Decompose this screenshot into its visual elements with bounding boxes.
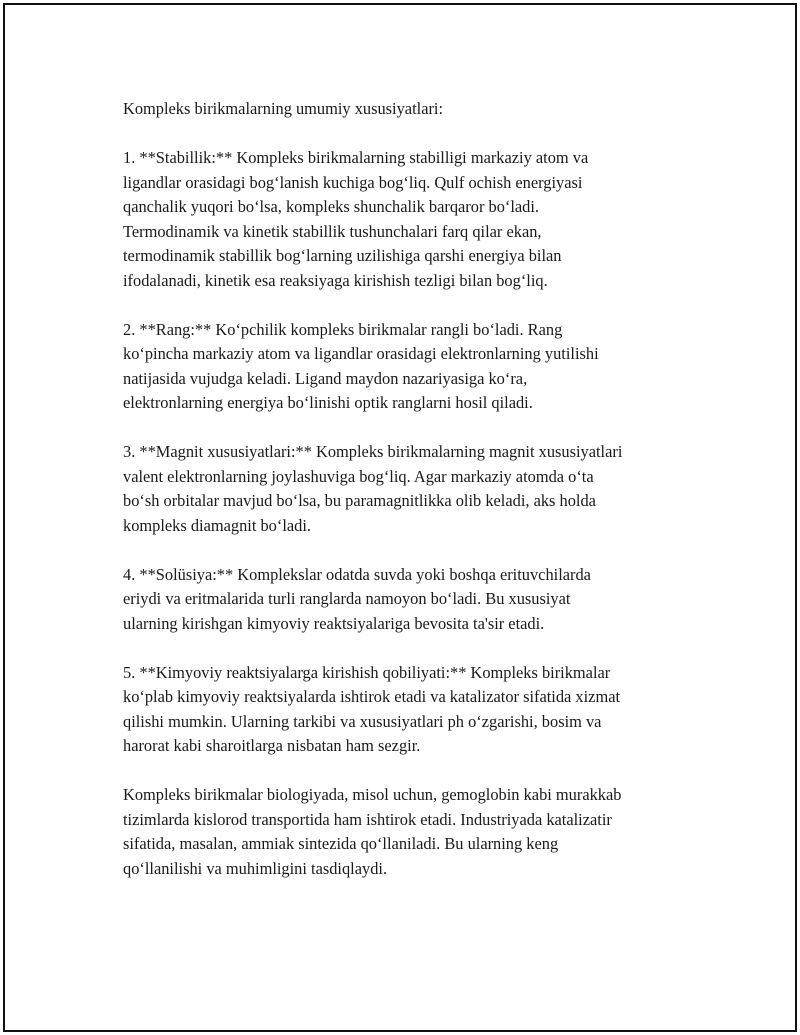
text-line: sifatida, masalan, ammiak sintezida qo‘llaniladi. Bu ularning keng: [123, 834, 559, 853]
text-line: 4. **Solüsiya:** Komplekslar odatda suvda yoki boshqa erituvchilarda: [123, 564, 591, 584]
text-line: 2. **Rang:** Ko‘pchilik kompleks birikmalar rangli bo‘ladi. Rang: [123, 319, 563, 339]
text-line: natijasida vujudga keladi. Ligand maydon nazariyasiga ko‘ra,: [123, 368, 528, 388]
text-line: Kompleks birikmalar biologiyada, misol uchun, gemoglobin kabi murakkab: [123, 785, 622, 804]
text-line: qilishi mumkin. Ularning tarkibi va xususiyatlari ph o‘zgarishi, bosim va: [123, 711, 602, 731]
page-frame: [3, 3, 797, 1032]
text-line: ifodalanadi, kinetik esa reaksiyaga kirishish tezligi bilan bog‘liq.: [123, 270, 548, 290]
text-line: qo‘llanilishi va muhimligini tasdiqlaydi.: [123, 858, 388, 878]
text-line: termodinamik stabillik bog‘larning uzilishiga qarshi energiya bilan: [123, 246, 562, 265]
paragraph-solubility: [123, 563, 723, 637]
text-line: harorat kabi sharoitlarga nisbatan ham sezgir.: [123, 736, 421, 755]
text-line: ularning kirishgan kimyoviy reaktsiyalariga bevosita ta'sir etadi.: [123, 613, 545, 633]
text-line: valent elektronlarning joylashuviga bog‘liq. Agar markaziy atomda o‘ta: [123, 466, 594, 486]
paragraph-reactivity: [123, 661, 723, 759]
text-line: Termodinamik va kinetik stabillik tushunchalari farq qilar ekan,: [123, 221, 542, 241]
text-line: eriydi va eritmalarida turli ranglarda namoyon bo‘ladi. Bu xususiyat: [123, 589, 571, 608]
text-line: kompleks diamagnit bo‘ladi.: [123, 515, 312, 535]
text-line: 5. **Kimyoviy reaktsiyalarga kirishish qobiliyati:** Kompleks birikmalar: [123, 662, 611, 682]
text-line: tizimlarda kislorod transportida ham ishtirok etadi. Industriyada katalizatir: [123, 809, 612, 829]
text-line: 3. **Magnit xususiyatlari:** Kompleks birikmalarning magnit xususiyatlari: [123, 442, 623, 461]
text-line: ko‘plab kimyoviy reaktsiyalarda ishtirok etadi va katalizator sifatida xizmat: [123, 687, 621, 706]
text-line: qanchalik yuqori bo‘lsa, kompleks shunchalik barqaror bo‘ladi.: [123, 197, 540, 216]
text-line: 1. **Stabillik:** Kompleks birikmalarning stabilligi markaziy atom va: [123, 148, 589, 167]
text-line: bo‘sh orbitalar mavjud bo‘lsa, bu paramagnitlikka olib keladi, aks holda: [123, 491, 596, 510]
document-heading: [123, 97, 723, 122]
paragraph-stability: [123, 146, 723, 293]
text-line: ko‘pincha markaziy atom va ligandlar orasidagi elektronlarning yutilishi: [123, 344, 599, 363]
text-line: Kompleks birikmalarning umumiy xususiyatlari:: [123, 99, 444, 118]
paragraph-conclusion: [123, 783, 723, 881]
text-line: ligandlar orasidagi bog‘lanish kuchiga bog‘liq. Qulf ochish energiyasi: [123, 172, 583, 192]
text-line: elektronlarning energiya bo‘linishi optik ranglarni hosil qiladi.: [123, 393, 533, 412]
paragraph-magnetic: [123, 440, 723, 538]
paragraph-color: [123, 318, 723, 416]
document-body: [123, 97, 723, 906]
